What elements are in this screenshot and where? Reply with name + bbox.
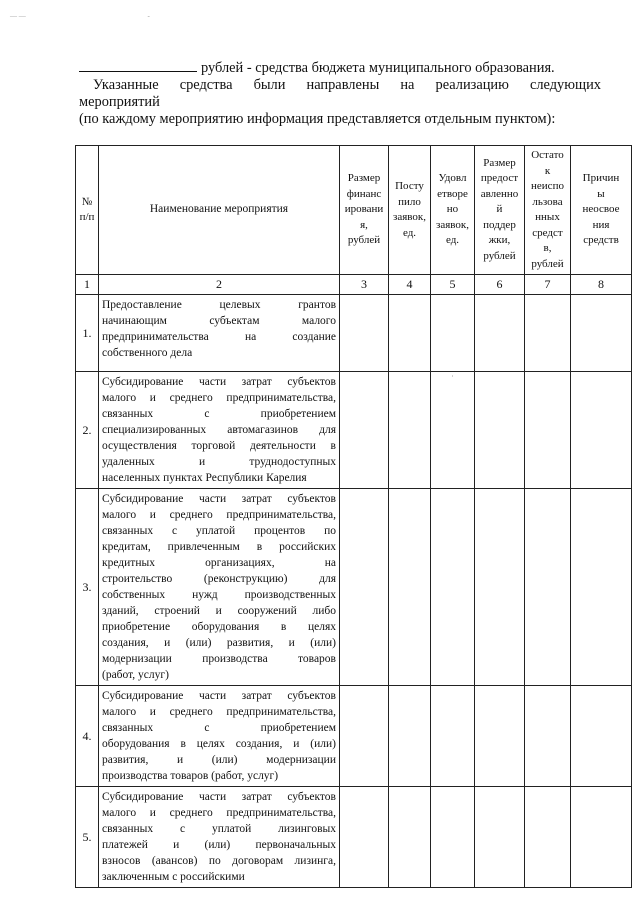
- measure-name-cell: [99, 372, 340, 489]
- empty-value-cell: [431, 787, 475, 888]
- empty-value-cell: [340, 787, 389, 888]
- column-number: 4: [389, 275, 431, 295]
- row-number: 1.: [76, 295, 99, 372]
- measure-name-line: производства товаров (работ, услуг): [102, 770, 279, 782]
- measure-name-line: малого и среднего предпринимательства,: [102, 807, 336, 819]
- table-row: [76, 787, 632, 888]
- measure-name-line: малого и среднего предпринимательства,: [102, 706, 336, 718]
- empty-value-cell: [340, 372, 389, 489]
- header-line: но: [446, 203, 459, 216]
- table-row: [76, 372, 632, 489]
- empty-value-cell: [431, 295, 475, 372]
- measure-name-line: предпринимательства на создание: [102, 331, 336, 343]
- table-body: [76, 295, 632, 888]
- header-line: етворе: [437, 187, 468, 200]
- empty-value-cell: [389, 372, 431, 489]
- header-line: нных: [535, 211, 560, 223]
- measure-name-line: удаленных и труднодоступных: [102, 456, 336, 468]
- header-line: Удовл: [438, 172, 467, 185]
- table-row: [76, 489, 632, 686]
- empty-value-cell: [525, 295, 571, 372]
- measure-name-line: собственного дела: [102, 347, 193, 359]
- empty-value-cell: [525, 372, 571, 489]
- measure-name-cell: [99, 787, 340, 888]
- header-line: Остато: [531, 149, 564, 161]
- header-line: Причин: [582, 172, 620, 185]
- column-number: 5: [431, 275, 475, 295]
- scan-mark: — —: [10, 12, 26, 20]
- empty-value-cell: [571, 372, 632, 489]
- header-cell-support: [475, 146, 525, 275]
- header-line: пило: [398, 195, 421, 208]
- empty-value-cell: [525, 686, 571, 787]
- row-number: 5.: [76, 787, 99, 888]
- scan-mark: -: [147, 12, 150, 20]
- intro-line-4: (по каждому мероприятию информация представляется отдельным пунктом):: [79, 111, 556, 127]
- column-number: 2: [99, 275, 340, 295]
- scan-artifacts: [10, 12, 270, 20]
- measure-name-line: кредитам, привлеченным в российских: [102, 541, 336, 553]
- header-line: к: [544, 164, 551, 177]
- header-line: рублей: [531, 257, 564, 270]
- measure-name-line: населенных пунктах Республики Карелия: [102, 472, 307, 484]
- measure-name-line: модернизации производства товаров: [102, 653, 336, 665]
- measure-name-line: осуществления торговой деятельности в: [102, 440, 336, 452]
- table-row: [76, 686, 632, 787]
- empty-value-cell: [475, 489, 525, 686]
- intro-word: направлены: [306, 77, 380, 93]
- measure-name-line: связанных с уплатой процентов по: [102, 525, 336, 537]
- empty-value-cell: [571, 295, 632, 372]
- empty-value-cell: [340, 489, 389, 686]
- table-row: [76, 295, 632, 372]
- intro-line-2: [79, 77, 601, 94]
- header-cell-remainder: [525, 146, 571, 275]
- measure-name-line: заключенным с российскими: [102, 871, 245, 883]
- empty-value-cell: [475, 686, 525, 787]
- measure-name-line: Субсидирование части затрат субъектов: [102, 791, 336, 803]
- measure-name-cell: [99, 489, 340, 686]
- header-row: [76, 146, 632, 275]
- measure-name-line: Субсидирование части затрат субъектов: [102, 376, 336, 388]
- measure-name-line: (работ, услуг): [102, 669, 169, 681]
- measure-name-line: связанных с уплатой лизинговых: [102, 823, 336, 835]
- measure-name-cell: [99, 295, 340, 372]
- column-number: 8: [571, 275, 632, 295]
- header-line: неосвое: [582, 203, 620, 216]
- measure-name-line: платежей и (или) первоначальных: [102, 839, 336, 851]
- header-line: жки,: [488, 234, 511, 247]
- intro-line-1-text: рублей - средства бюджета муниципального образования.: [201, 60, 555, 76]
- header-line: ировани: [344, 203, 384, 216]
- header-line: средст: [532, 226, 563, 239]
- intro-word: реализацию: [435, 77, 509, 93]
- measure-name-cell: [99, 686, 340, 787]
- header-line: №: [81, 195, 93, 208]
- header-line: я,: [360, 218, 368, 231]
- intro-word: следующих: [529, 77, 601, 93]
- measures-table: [75, 145, 632, 888]
- header-cell-name: [99, 146, 340, 275]
- intro-word: средства: [179, 77, 233, 93]
- column-number-row: [76, 275, 632, 295]
- header-line: Размер: [347, 172, 381, 185]
- header-cell-num: [76, 146, 99, 275]
- column-number: 6: [475, 275, 525, 295]
- measure-name-line: кредитных организациях, на: [102, 557, 336, 569]
- empty-value-cell: [431, 686, 475, 787]
- header-line: Наименование мероприятия: [149, 203, 289, 216]
- header-line: средств: [583, 234, 619, 247]
- empty-value-cell: [571, 686, 632, 787]
- empty-value-cell: [475, 787, 525, 888]
- measure-name-line: зданий, строений и сооружений либо: [102, 605, 336, 617]
- measure-name-line: связанных с приобретением: [102, 408, 336, 420]
- empty-value-cell: [389, 295, 431, 372]
- intro-word: были: [253, 77, 286, 93]
- header-line: Посту: [395, 180, 424, 192]
- blank-amount-line: [79, 59, 197, 72]
- measure-name-line: малого и среднего предпринимательства,: [102, 392, 336, 404]
- header-line: авленно: [480, 187, 519, 200]
- scan-dot-mark: ·: [451, 372, 454, 381]
- empty-value-cell: [340, 295, 389, 372]
- column-number: 3: [340, 275, 389, 295]
- measure-name-line: приобретение оборудования в целях: [102, 621, 336, 633]
- header-line: п/п: [79, 211, 95, 223]
- measure-name-line: малого и среднего предпринимательства,: [102, 509, 336, 521]
- intro-word: Указанные: [93, 77, 159, 93]
- intro-text: [79, 59, 601, 128]
- empty-value-cell: [571, 787, 632, 888]
- header-line: й: [496, 203, 503, 216]
- header-line: льзова: [532, 195, 563, 208]
- empty-value-cell: [389, 787, 431, 888]
- header-line: ед.: [445, 234, 460, 247]
- empty-value-cell: [475, 295, 525, 372]
- header-line: неиспо: [531, 180, 564, 192]
- empty-value-cell: [340, 686, 389, 787]
- measure-name-line: оборудования в целях создания, и (или): [102, 738, 336, 750]
- header-line: ния: [592, 218, 610, 231]
- measure-name-line: взносов (авансов) по договорам лизинга,: [102, 855, 336, 867]
- intro-word: на: [400, 77, 415, 93]
- header-line: предост: [480, 172, 519, 185]
- empty-value-cell: [431, 489, 475, 686]
- empty-value-cell: [571, 489, 632, 686]
- header-cell-received: [389, 146, 431, 275]
- measure-name-line: начинающим субъектам малого: [102, 315, 336, 327]
- measure-name-line: Субсидирование части затрат субъектов: [102, 493, 336, 505]
- header-line: рублей: [483, 249, 516, 262]
- measure-name-line: строительство (реконструкцию) для: [102, 573, 336, 585]
- row-number: 3.: [76, 489, 99, 686]
- empty-value-cell: [389, 686, 431, 787]
- measure-name-line: Субсидирование части затрат субъектов: [102, 690, 336, 702]
- column-number: 1: [76, 275, 99, 295]
- row-number: 4.: [76, 686, 99, 787]
- header-line: поддер: [483, 218, 516, 231]
- empty-value-cell: [525, 787, 571, 888]
- header-line: ы: [597, 187, 605, 200]
- intro-line-3: мероприятий: [79, 94, 160, 110]
- header-cell-satisfied: [431, 146, 475, 275]
- header-line: рублей: [347, 234, 381, 247]
- header-line: заявок,: [393, 211, 426, 223]
- measure-name-line: создания, и (или) развития, и (или): [102, 637, 336, 649]
- header-line: ед.: [402, 226, 417, 239]
- measure-name-line: собственных нужд производственных: [102, 589, 336, 601]
- empty-value-cell: [431, 372, 475, 489]
- header-line: финанс: [346, 187, 382, 200]
- measure-name-line: специализированных автомагазинов для: [102, 424, 336, 436]
- row-number: 2.: [76, 372, 99, 489]
- intro-line-1: [79, 59, 601, 77]
- measure-name-line: развития, и (или) модернизации: [102, 754, 336, 766]
- empty-value-cell: [475, 372, 525, 489]
- empty-value-cell: [389, 489, 431, 686]
- measure-name-line: Предоставление целевых грантов: [102, 299, 336, 311]
- empty-value-cell: [525, 489, 571, 686]
- header-cell-reasons: [571, 146, 632, 275]
- header-line: Размер: [483, 156, 516, 169]
- header-cell-financing: [340, 146, 389, 275]
- measure-name-line: связанных с приобретением: [102, 722, 336, 734]
- column-number: 7: [525, 275, 571, 295]
- header-line: в,: [543, 242, 552, 254]
- header-line: заявок,: [436, 218, 469, 231]
